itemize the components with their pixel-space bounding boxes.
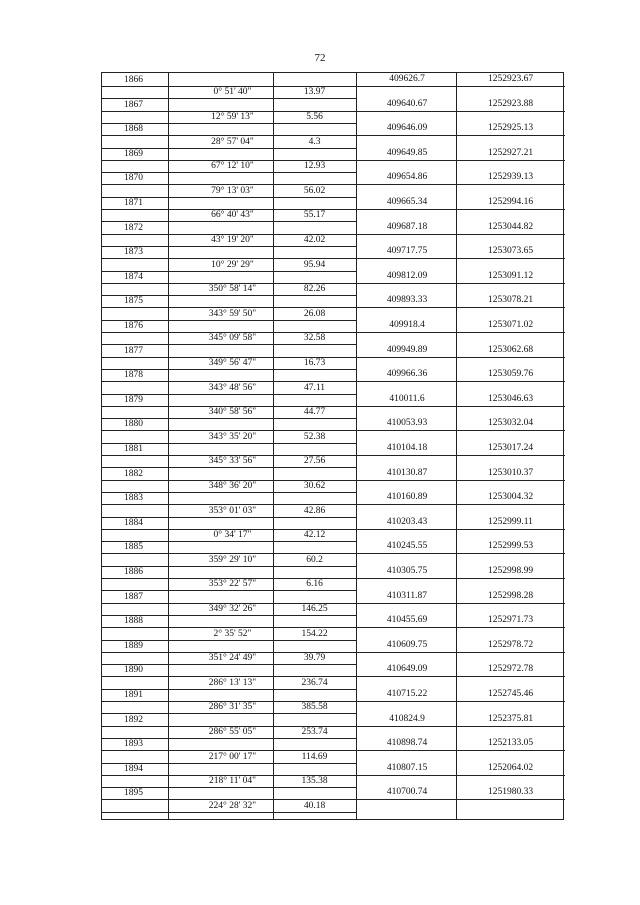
row-rule <box>356 209 565 210</box>
bearing-value: 345° 33' 56" <box>208 456 257 467</box>
easting-value: 410160.89 <box>386 492 428 503</box>
distance-value: 154.22 <box>301 628 328 639</box>
easting-value: 409626.7 <box>389 74 425 84</box>
easting-value: 410898.74 <box>386 738 428 749</box>
northing-value: 1252999.53 <box>487 541 534 552</box>
point-id: 1877 <box>124 345 143 356</box>
bearing-value: 359° 29' 10" <box>208 554 257 565</box>
bearing-value: 66° 40' 43" <box>211 210 254 221</box>
bearing-value: 340° 58' 56" <box>208 407 257 418</box>
row-rule <box>356 357 565 358</box>
easting-value: 410455.69 <box>386 615 428 626</box>
point-id: 1892 <box>124 714 143 725</box>
row-rule <box>356 406 565 407</box>
bearing-value: 343° 59' 50" <box>208 308 257 319</box>
point-id: 1869 <box>124 148 143 159</box>
distance-value: 27.56 <box>303 456 326 467</box>
easting-value: 409654.86 <box>386 172 428 183</box>
easting-value: 409640.67 <box>386 98 428 109</box>
point-id: 1879 <box>124 394 143 405</box>
point-id: 1886 <box>124 567 143 577</box>
easting-value: 409893.33 <box>386 295 428 306</box>
bearing-value: 286° 13' 13" <box>208 677 257 688</box>
northing-value: 1252923.88 <box>487 98 534 109</box>
easting-value: 410649.09 <box>386 664 428 675</box>
northing-value: 1252923.67 <box>487 74 534 84</box>
northing-value: 1252064.02 <box>487 762 534 773</box>
row-rule <box>356 135 565 136</box>
northing-value: 1253044.82 <box>487 221 534 232</box>
easting-value: 409812.09 <box>386 270 428 281</box>
row-rule <box>356 701 565 702</box>
distance-value: 385.58 <box>301 702 328 713</box>
bearing-value: 351° 24' 49" <box>208 653 257 664</box>
survey-coordinates-table <box>101 72 564 820</box>
northing-value: 1253078.21 <box>487 295 534 306</box>
row-rule <box>356 160 565 161</box>
distance-value: 52.38 <box>303 431 326 442</box>
row-rule <box>356 307 565 308</box>
point-id: 1875 <box>124 296 143 307</box>
northing-value: 1252971.73 <box>487 615 534 626</box>
distance-value: 6.16 <box>306 579 323 590</box>
row-rule <box>356 504 565 505</box>
northing-value: 1252999.11 <box>488 516 533 527</box>
distance-value: 236.74 <box>301 677 328 688</box>
northing-value: 1252375.81 <box>487 713 534 724</box>
row-rule <box>356 283 565 284</box>
easting-value: 410130.87 <box>386 467 428 478</box>
distance-value: 32.58 <box>303 333 326 344</box>
point-id: 1870 <box>124 173 143 184</box>
easting-value: 409918.4 <box>389 320 425 330</box>
distance-value: 40.18 <box>303 800 326 811</box>
distance-value: 253.74 <box>301 726 328 737</box>
distance-value: 114.69 <box>301 751 328 762</box>
easting-value: 410824.9 <box>389 713 425 724</box>
northing-value: 1253059.76 <box>487 369 534 380</box>
bearing-value: 348° 36' 20" <box>208 480 257 491</box>
distance-value: 55.17 <box>303 210 326 221</box>
easting-value: 409687.18 <box>386 221 428 232</box>
easting-value: 410700.74 <box>386 787 428 798</box>
northing-value: 1252745.46 <box>487 689 534 699</box>
bearing-value: 0° 51' 40" <box>213 87 252 98</box>
easting-value: 410104.18 <box>386 443 428 453</box>
northing-value: 1253073.65 <box>487 246 534 257</box>
bearing-value: 350° 58' 14" <box>208 284 257 295</box>
northing-value: 1252133.05 <box>487 738 534 749</box>
distance-value: 13.97 <box>303 87 326 98</box>
northing-value: 1253010.37 <box>487 467 534 478</box>
point-id: 1868 <box>124 124 143 135</box>
easting-value: 410011.6 <box>389 393 425 404</box>
distance-value: 42.86 <box>303 505 326 516</box>
bearing-value: 218° 11' 04" <box>208 776 257 787</box>
northing-value: 1252998.28 <box>487 590 534 601</box>
bearing-value: 343° 48' 56" <box>208 382 257 393</box>
bearing-value: 353° 22' 57" <box>208 579 257 590</box>
distance-value: 42.12 <box>303 530 326 541</box>
easting-value: 410609.75 <box>386 639 428 650</box>
row-rule <box>356 652 565 653</box>
point-id: 1872 <box>124 222 143 233</box>
point-id: 1874 <box>124 271 143 282</box>
bearing-value: 10° 29' 29" <box>211 259 254 270</box>
point-id: 1880 <box>124 419 143 430</box>
northing-value: 1253017.24 <box>487 443 534 453</box>
northing-value: 1252939.13 <box>487 172 534 183</box>
row-rule <box>356 332 565 333</box>
northing-value: 1253091.12 <box>487 270 534 281</box>
row-rule <box>356 430 565 431</box>
bearing-value: 286° 55' 05" <box>208 726 257 737</box>
distance-value: 30.62 <box>303 480 326 491</box>
row-rule <box>356 750 565 751</box>
easting-value: 409949.89 <box>386 344 428 355</box>
row-rule <box>356 234 565 235</box>
point-id: 1883 <box>124 493 143 504</box>
distance-value: 26.08 <box>303 308 326 319</box>
row-rule <box>356 184 565 185</box>
point-id: 1889 <box>124 640 143 651</box>
row-rule <box>356 627 565 628</box>
distance-value: 42.02 <box>303 234 326 245</box>
bearing-value: 0° 34' 17" <box>213 530 252 541</box>
row-rule <box>356 676 565 677</box>
distance-value: 12.93 <box>303 161 326 172</box>
point-id: 1873 <box>124 247 143 258</box>
bearing-value: 345° 09' 58" <box>208 333 257 344</box>
point-id: 1882 <box>124 468 143 479</box>
page-number: 72 <box>314 52 326 64</box>
easting-value: 409646.09 <box>386 123 428 134</box>
northing-value: 1253062.68 <box>487 344 534 355</box>
easting-value: 410053.93 <box>386 418 428 429</box>
easting-value: 410203.43 <box>386 516 428 527</box>
easting-value: 409665.34 <box>386 197 428 207</box>
distance-value: 56.02 <box>303 185 326 196</box>
bearing-value: 67° 12' 10" <box>211 161 254 172</box>
northing-value: 1253046.63 <box>487 393 534 404</box>
point-id: 1884 <box>124 517 143 528</box>
point-id: 1866 <box>124 75 143 85</box>
row-rule <box>356 553 565 554</box>
distance-value: 82.26 <box>303 284 326 295</box>
bearing-value: 353° 01' 03" <box>208 505 257 516</box>
row-rule <box>356 480 565 481</box>
distance-value: 4.3 <box>308 136 321 147</box>
row-rule <box>356 529 565 530</box>
easting-value: 409717.75 <box>386 246 428 257</box>
easting-value: 409966.36 <box>386 369 428 380</box>
bearing-value: 43° 19' 20" <box>211 234 254 245</box>
bearing-value: 343° 35' 20" <box>208 431 257 442</box>
easting-value: 409649.85 <box>386 147 428 158</box>
easting-value: 410245.55 <box>386 541 428 552</box>
distance-value: 16.73 <box>303 357 326 368</box>
bearing-value: 217° 00' 17" <box>208 751 257 762</box>
distance-value: 60.2 <box>306 554 323 565</box>
row-rule <box>356 775 565 776</box>
point-id: 1867 <box>124 99 143 110</box>
easting-value: 410305.75 <box>386 566 428 576</box>
point-id: 1893 <box>124 739 143 750</box>
northing-value: 1253004.32 <box>487 492 534 503</box>
row-rule <box>356 86 565 87</box>
bearing-value: 28° 57' 04" <box>211 136 254 147</box>
bearing-value: 224° 28' 32" <box>208 800 257 811</box>
distance-value: 47.11 <box>303 382 326 393</box>
easting-value: 410715.22 <box>386 689 428 699</box>
row-rule <box>356 603 565 604</box>
point-id: 1885 <box>124 542 143 553</box>
distance-value: 39.79 <box>303 653 326 664</box>
easting-value: 410807.15 <box>386 762 428 773</box>
bearing-value: 349° 56' 47" <box>208 357 257 368</box>
point-id: 1888 <box>124 616 143 627</box>
distance-value: 44.77 <box>303 407 326 418</box>
distance-value: 146.25 <box>301 603 328 614</box>
bearing-value: 286° 31' 35" <box>208 702 257 713</box>
point-id: 1881 <box>124 444 143 454</box>
point-id: 1894 <box>124 763 143 774</box>
northing-value: 1252998.99 <box>487 566 534 576</box>
point-id: 1878 <box>124 370 143 381</box>
row-rule <box>356 799 565 800</box>
row-rule <box>102 812 356 813</box>
northing-value: 1253032.04 <box>487 418 534 429</box>
bearing-value: 79° 13' 03" <box>211 185 254 196</box>
northing-value: 1252978.72 <box>487 639 534 650</box>
distance-value: 5.56 <box>306 111 323 122</box>
northing-value: 1252927.21 <box>487 147 534 158</box>
bearing-value: 12° 59' 13" <box>211 111 254 122</box>
point-id: 1891 <box>124 690 143 700</box>
point-id: 1871 <box>124 198 143 208</box>
northing-value: 1252972.78 <box>487 664 534 675</box>
bearing-value: 2° 35' 52" <box>213 628 252 639</box>
distance-value: 95.94 <box>303 259 326 270</box>
row-rule <box>356 726 565 727</box>
row-rule <box>356 381 565 382</box>
northing-value: 1252994.16 <box>487 197 534 207</box>
northing-value: 1253071.02 <box>487 320 534 330</box>
northing-value: 1251980.33 <box>487 787 534 798</box>
northing-value: 1252925.13 <box>487 123 534 134</box>
row-rule <box>356 258 565 259</box>
point-id: 1876 <box>124 321 143 331</box>
point-id: 1887 <box>124 591 143 602</box>
bearing-value: 349° 32' 26" <box>208 603 257 614</box>
distance-value: 135.38 <box>301 776 328 787</box>
row-rule <box>356 578 565 579</box>
row-rule <box>356 111 565 112</box>
easting-value: 410311.87 <box>386 590 428 601</box>
point-id: 1895 <box>124 788 143 799</box>
point-id: 1890 <box>124 665 143 676</box>
row-rule <box>356 455 565 456</box>
